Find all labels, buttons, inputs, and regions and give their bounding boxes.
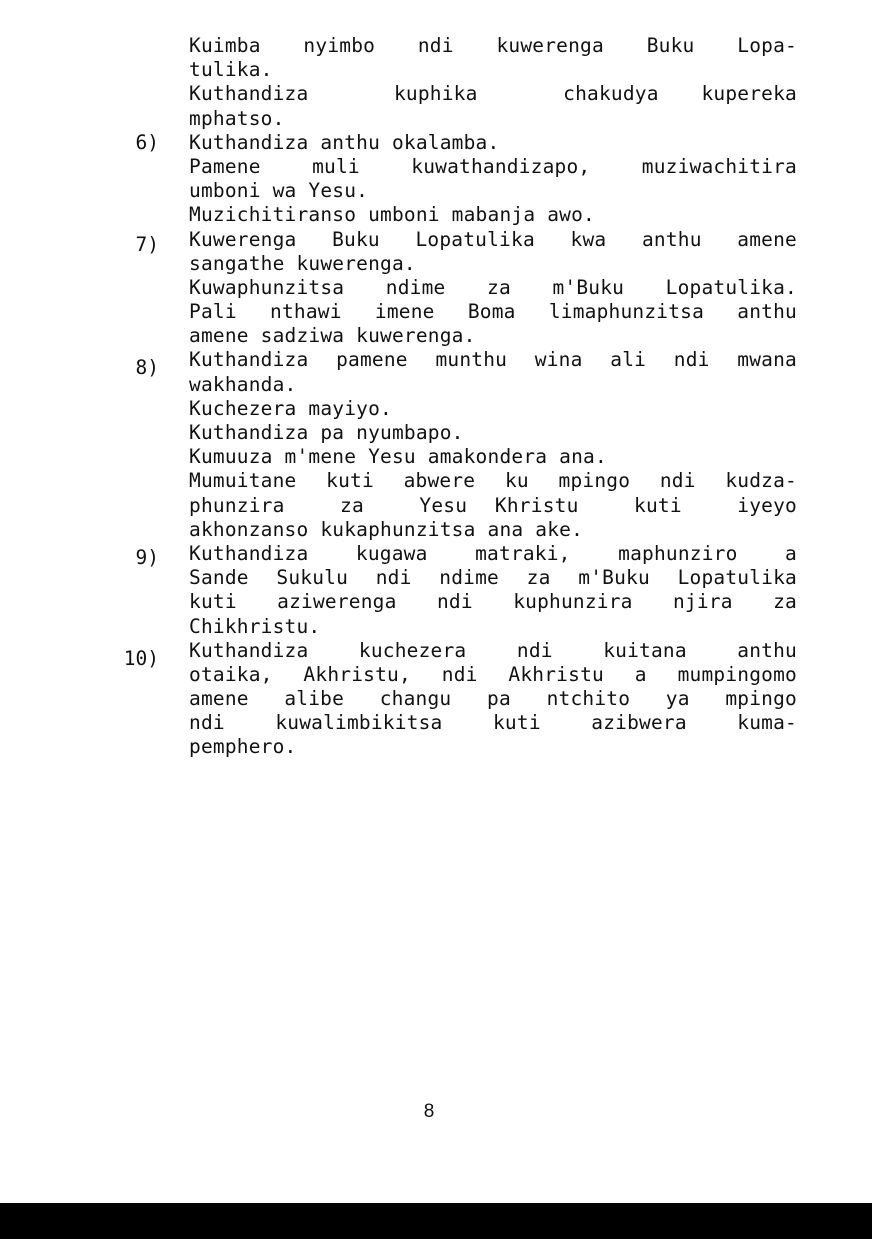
text-line: akhonzanso kukaphunzitsa ana ake. xyxy=(189,517,584,541)
page-number: 8 xyxy=(423,1101,435,1122)
text-line: amene alibe changu pa ntchito ya mpingo xyxy=(189,687,797,711)
text-line: Pali nthawi imene Boma limaphunzitsa anthu xyxy=(189,300,797,324)
item-number-6: 6) xyxy=(135,131,159,154)
body-text xyxy=(189,34,797,760)
item-number-7: 7) xyxy=(135,233,159,256)
text-line: amene sadziwa kuwerenga. xyxy=(189,324,476,348)
text-line: tulika. xyxy=(189,58,273,82)
text-line: phunzira za Yesu Khristu kuti iyeyo xyxy=(189,493,797,517)
text-line: Kuchezera mayiyo. xyxy=(189,396,392,420)
text-line: Kuthandiza kuphika chakudya kupereka xyxy=(189,82,797,106)
text-line: Mumuitane kuti abwere ku mpingo ndi kudza- xyxy=(189,469,797,493)
text-line: otaika, Akhristu, ndi Akhristu a mumpingomo xyxy=(189,662,797,686)
text-line: mphatso. xyxy=(189,106,285,130)
item-number-8: 8) xyxy=(135,356,159,379)
text-line: Kuthandiza pamene munthu wina ali ndi mwana xyxy=(189,348,797,372)
scan-border-bottom xyxy=(0,1203,872,1239)
text-line: Kuimba nyimbo ndi kuwerenga Buku Lopa- xyxy=(189,34,797,57)
text-line: Kuwaphunzitsa ndime za m'Buku Lopatulika. xyxy=(189,275,797,299)
text-line: wakhanda. xyxy=(189,372,297,396)
text-line: Chikhristu. xyxy=(189,614,321,638)
text-line: Kuwerenga Buku Lopatulika kwa anthu amene xyxy=(189,227,797,251)
text-line: Muzichitiranso umboni mabanja awo. xyxy=(189,203,595,227)
text-line: umboni wa Yesu. xyxy=(189,179,369,203)
item-number-10: 10) xyxy=(123,647,159,670)
text-line: kuti aziwerenga ndi kuphunzira njira za xyxy=(189,590,797,614)
text-line: Kuthandiza kuchezera ndi kuitana anthu xyxy=(189,638,797,662)
text-line: ndi kuwalimbikitsa kuti azibwera kuma- xyxy=(189,711,797,735)
text-line: Kumuuza m'mene Yesu amakondera ana. xyxy=(189,445,607,469)
text-line: sangathe kuwerenga. xyxy=(189,251,416,275)
text-line: Kuthandiza anthu okalamba. xyxy=(189,130,500,154)
text-line: Kuthandiza pa nyumbapo. xyxy=(189,421,464,444)
text-line: Kuthandiza kugawa matraki, maphunziro a xyxy=(189,541,797,565)
text-line: Pamene muli kuwathandizapo, muziwachitira xyxy=(189,154,797,178)
text-line: Sande Sukulu ndi ndime za m'Buku Lopatulika xyxy=(189,566,797,590)
text-line: pemphero. xyxy=(189,735,297,759)
item-number-9: 9) xyxy=(135,546,159,569)
